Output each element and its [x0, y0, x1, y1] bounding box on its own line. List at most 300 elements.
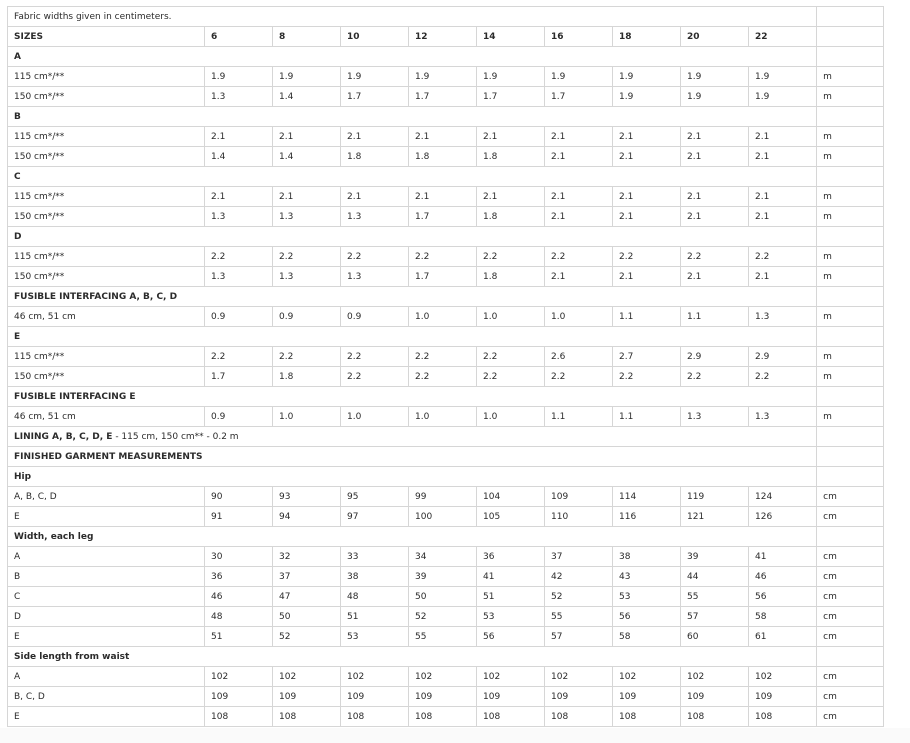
row-label: 115 cm*/**: [8, 347, 205, 367]
section-header-row: [8, 167, 884, 187]
value-cell: 109: [681, 687, 749, 707]
table-row: [8, 547, 884, 567]
table-row: [8, 247, 884, 267]
value-cell: 43: [613, 567, 681, 587]
value-cell: 1.9: [681, 67, 749, 87]
unit-cell: m: [817, 67, 884, 87]
section-header: FINISHED GARMENT MEASUREMENTS: [8, 447, 817, 467]
section-unit-cell: [817, 387, 884, 407]
sizes-label: SIZES: [8, 27, 205, 47]
size-header-cell: 10: [341, 27, 409, 47]
fabric-widths-note: Fabric widths given in centimeters.: [8, 7, 817, 27]
table-row: [8, 707, 884, 727]
row-label: 150 cm*/**: [8, 87, 205, 107]
value-cell: 2.2: [477, 347, 545, 367]
size-header-cell: 16: [545, 27, 613, 47]
table-row: [8, 487, 884, 507]
value-cell: 2.1: [205, 127, 273, 147]
section-header-row: [8, 467, 884, 487]
size-header-cell: 12: [409, 27, 477, 47]
section-header: FUSIBLE INTERFACING A, B, C, D: [8, 287, 817, 307]
value-cell: 61: [749, 627, 817, 647]
value-cell: 1.3: [749, 407, 817, 427]
value-cell: 109: [205, 687, 273, 707]
unit-cell: cm: [817, 547, 884, 567]
value-cell: 2.1: [681, 147, 749, 167]
value-cell: 50: [273, 607, 341, 627]
value-cell: 2.2: [205, 347, 273, 367]
value-cell: 1.7: [545, 87, 613, 107]
value-cell: 37: [273, 567, 341, 587]
value-cell: 2.2: [545, 367, 613, 387]
value-cell: 1.0: [545, 307, 613, 327]
value-cell: 2.2: [477, 367, 545, 387]
value-cell: 2.2: [681, 367, 749, 387]
row-label: 46 cm, 51 cm: [8, 407, 205, 427]
size-header-cell: 20: [681, 27, 749, 47]
value-cell: 2.1: [613, 187, 681, 207]
value-cell: 57: [681, 607, 749, 627]
value-cell: 1.9: [205, 67, 273, 87]
section-unit-cell: [817, 327, 884, 347]
value-cell: 2.1: [545, 147, 613, 167]
value-cell: 57: [545, 627, 613, 647]
value-cell: 46: [205, 587, 273, 607]
table-row: [8, 127, 884, 147]
value-cell: 2.1: [273, 187, 341, 207]
value-cell: 102: [341, 667, 409, 687]
value-cell: 2.7: [613, 347, 681, 367]
size-header-cell: 14: [477, 27, 545, 47]
section-unit-cell: [817, 527, 884, 547]
value-cell: 2.2: [749, 247, 817, 267]
value-cell: 0.9: [341, 307, 409, 327]
value-cell: 48: [341, 587, 409, 607]
section-header-row: [8, 287, 884, 307]
value-cell: 105: [477, 507, 545, 527]
value-cell: 46: [749, 567, 817, 587]
section-header: E: [8, 327, 817, 347]
value-cell: 102: [681, 667, 749, 687]
value-cell: 36: [477, 547, 545, 567]
unit-cell: m: [817, 187, 884, 207]
value-cell: 1.9: [273, 67, 341, 87]
value-cell: 2.9: [749, 347, 817, 367]
value-cell: 2.1: [273, 127, 341, 147]
value-cell: 0.9: [273, 307, 341, 327]
value-cell: 110: [545, 507, 613, 527]
value-cell: 102: [749, 667, 817, 687]
lining-row: [8, 427, 884, 447]
unit-cell: cm: [817, 667, 884, 687]
lining-detail: - 115 cm, 150 cm** - 0.2 m: [112, 431, 239, 442]
value-cell: 108: [409, 707, 477, 727]
value-cell: 2.9: [681, 347, 749, 367]
value-cell: 121: [681, 507, 749, 527]
value-cell: 2.2: [341, 367, 409, 387]
value-cell: 2.1: [341, 127, 409, 147]
table-row: [8, 207, 884, 227]
section-header: B: [8, 107, 817, 127]
value-cell: 108: [681, 707, 749, 727]
value-cell: 34: [409, 547, 477, 567]
value-cell: 2.1: [409, 127, 477, 147]
value-cell: 2.1: [409, 187, 477, 207]
row-label: A: [8, 667, 205, 687]
row-label: 46 cm, 51 cm: [8, 307, 205, 327]
value-cell: 93: [273, 487, 341, 507]
value-cell: 2.2: [273, 247, 341, 267]
value-cell: 1.0: [409, 407, 477, 427]
unit-cell: cm: [817, 607, 884, 627]
value-cell: 1.4: [273, 147, 341, 167]
section-header-row: [8, 327, 884, 347]
value-cell: 2.2: [341, 247, 409, 267]
unit-cell: m: [817, 247, 884, 267]
value-cell: 2.1: [613, 147, 681, 167]
value-cell: 47: [273, 587, 341, 607]
unit-cell: m: [817, 147, 884, 167]
section-header: D: [8, 227, 817, 247]
value-cell: 108: [273, 707, 341, 727]
value-cell: 1.8: [341, 147, 409, 167]
value-cell: 2.1: [341, 187, 409, 207]
value-cell: 2.1: [545, 267, 613, 287]
value-cell: 1.4: [273, 87, 341, 107]
value-cell: 1.8: [409, 147, 477, 167]
value-cell: 38: [341, 567, 409, 587]
value-cell: 97: [341, 507, 409, 527]
value-cell: 2.2: [409, 347, 477, 367]
value-cell: 2.1: [749, 127, 817, 147]
lining-label: LINING A, B, C, D, E: [14, 431, 113, 442]
section-header-row: [8, 647, 884, 667]
value-cell: 2.1: [749, 147, 817, 167]
value-cell: 51: [341, 607, 409, 627]
table-row: [8, 187, 884, 207]
section-unit-cell: [817, 287, 884, 307]
unit-cell: m: [817, 307, 884, 327]
value-cell: 2.1: [681, 207, 749, 227]
value-cell: 32: [273, 547, 341, 567]
value-cell: 42: [545, 567, 613, 587]
value-cell: 2.2: [205, 247, 273, 267]
value-cell: 2.1: [749, 207, 817, 227]
value-cell: 1.3: [205, 207, 273, 227]
section-unit-cell: [817, 107, 884, 127]
value-cell: 2.2: [477, 247, 545, 267]
value-cell: 0.9: [205, 407, 273, 427]
section-unit-cell: [817, 447, 884, 467]
section-unit-cell: [817, 227, 884, 247]
table-row: [8, 87, 884, 107]
row-label: E: [8, 507, 205, 527]
value-cell: 1.9: [749, 87, 817, 107]
table-row: [8, 367, 884, 387]
value-cell: 109: [273, 687, 341, 707]
section-header: FUSIBLE INTERFACING E: [8, 387, 817, 407]
unit-cell: m: [817, 407, 884, 427]
value-cell: 108: [205, 707, 273, 727]
value-cell: 58: [613, 627, 681, 647]
row-label: 115 cm*/**: [8, 247, 205, 267]
table-row: [8, 687, 884, 707]
value-cell: 108: [613, 707, 681, 727]
value-cell: 1.4: [205, 147, 273, 167]
value-cell: 51: [205, 627, 273, 647]
row-label: D: [8, 607, 205, 627]
value-cell: 102: [613, 667, 681, 687]
value-cell: 91: [205, 507, 273, 527]
unit-cell: m: [817, 87, 884, 107]
lining-unit-cell: [817, 427, 884, 447]
value-cell: 56: [749, 587, 817, 607]
unit-cell: m: [817, 267, 884, 287]
section-header-row: [8, 527, 884, 547]
value-cell: 2.2: [613, 247, 681, 267]
value-cell: 53: [613, 587, 681, 607]
unit-cell: cm: [817, 687, 884, 707]
value-cell: 108: [341, 707, 409, 727]
value-cell: 2.1: [545, 187, 613, 207]
value-cell: 1.1: [681, 307, 749, 327]
section-header-row: [8, 387, 884, 407]
section-header: A: [8, 47, 817, 67]
row-label: E: [8, 627, 205, 647]
value-cell: 52: [545, 587, 613, 607]
size-header-cell: 22: [749, 27, 817, 47]
value-cell: 50: [409, 587, 477, 607]
section-unit-cell: [817, 467, 884, 487]
table-row: [8, 667, 884, 687]
value-cell: 109: [409, 687, 477, 707]
section-header: Side length from waist: [8, 647, 817, 667]
value-cell: 1.7: [205, 367, 273, 387]
value-cell: 2.1: [613, 267, 681, 287]
value-cell: 109: [749, 687, 817, 707]
value-cell: 102: [545, 667, 613, 687]
value-cell: 1.1: [613, 307, 681, 327]
value-cell: 2.2: [545, 247, 613, 267]
row-label: 115 cm*/**: [8, 127, 205, 147]
value-cell: 1.1: [545, 407, 613, 427]
value-cell: 2.1: [545, 127, 613, 147]
unit-cell: m: [817, 367, 884, 387]
value-cell: 1.9: [409, 67, 477, 87]
value-cell: 99: [409, 487, 477, 507]
value-cell: 37: [545, 547, 613, 567]
row-label: C: [8, 587, 205, 607]
value-cell: 108: [749, 707, 817, 727]
value-cell: 1.3: [205, 87, 273, 107]
value-cell: 109: [341, 687, 409, 707]
value-cell: 1.0: [273, 407, 341, 427]
value-cell: 1.7: [409, 87, 477, 107]
value-cell: 56: [477, 627, 545, 647]
value-cell: 102: [205, 667, 273, 687]
note-row: [8, 7, 884, 27]
section-header: Hip: [8, 467, 817, 487]
value-cell: 108: [545, 707, 613, 727]
unit-cell: cm: [817, 707, 884, 727]
value-cell: 1.7: [341, 87, 409, 107]
value-cell: 2.6: [545, 347, 613, 367]
value-cell: 116: [613, 507, 681, 527]
value-cell: 2.1: [681, 187, 749, 207]
value-cell: 55: [545, 607, 613, 627]
value-cell: 1.9: [613, 87, 681, 107]
value-cell: 53: [341, 627, 409, 647]
value-cell: 60: [681, 627, 749, 647]
sizes-header-row: [8, 27, 884, 47]
table-row: [8, 147, 884, 167]
unit-cell: m: [817, 347, 884, 367]
value-cell: 1.9: [341, 67, 409, 87]
section-unit-cell: [817, 47, 884, 67]
table-row: [8, 607, 884, 627]
table-row: [8, 407, 884, 427]
value-cell: 1.3: [681, 407, 749, 427]
unit-cell: m: [817, 127, 884, 147]
value-cell: 114: [613, 487, 681, 507]
value-cell: 1.0: [477, 307, 545, 327]
table-row: [8, 627, 884, 647]
table-row: [8, 67, 884, 87]
section-unit-cell: [817, 167, 884, 187]
table-row: [8, 307, 884, 327]
value-cell: 1.7: [477, 87, 545, 107]
value-cell: 1.3: [341, 207, 409, 227]
row-label: 115 cm*/**: [8, 67, 205, 87]
row-label: 150 cm*/**: [8, 147, 205, 167]
value-cell: 94: [273, 507, 341, 527]
value-cell: 33: [341, 547, 409, 567]
section-header-row: [8, 107, 884, 127]
value-cell: 1.9: [545, 67, 613, 87]
value-cell: 52: [409, 607, 477, 627]
value-cell: 1.7: [409, 267, 477, 287]
unit-cell: m: [817, 207, 884, 227]
value-cell: 2.2: [681, 247, 749, 267]
value-cell: 109: [613, 687, 681, 707]
size-header-cell: 8: [273, 27, 341, 47]
value-cell: 2.1: [749, 267, 817, 287]
value-cell: 55: [681, 587, 749, 607]
value-cell: 2.1: [545, 207, 613, 227]
value-cell: 1.0: [341, 407, 409, 427]
value-cell: 2.2: [409, 367, 477, 387]
value-cell: 95: [341, 487, 409, 507]
value-cell: 1.8: [477, 147, 545, 167]
value-cell: 48: [205, 607, 273, 627]
table-row: [8, 567, 884, 587]
value-cell: 104: [477, 487, 545, 507]
value-cell: 102: [409, 667, 477, 687]
row-label: B: [8, 567, 205, 587]
value-cell: 0.9: [205, 307, 273, 327]
value-cell: 39: [409, 567, 477, 587]
value-cell: 100: [409, 507, 477, 527]
value-cell: 1.3: [341, 267, 409, 287]
fabric-requirements-table: [7, 6, 884, 727]
page-bottom-margin: [0, 728, 910, 743]
value-cell: 102: [273, 667, 341, 687]
section-header: Width, each leg: [8, 527, 817, 547]
section-header-row: [8, 227, 884, 247]
value-cell: 1.7: [409, 207, 477, 227]
value-cell: 1.8: [477, 267, 545, 287]
value-cell: 1.8: [477, 207, 545, 227]
value-cell: 2.1: [749, 187, 817, 207]
value-cell: 2.1: [477, 187, 545, 207]
unit-cell: cm: [817, 627, 884, 647]
value-cell: 1.9: [749, 67, 817, 87]
value-cell: 1.9: [477, 67, 545, 87]
value-cell: 44: [681, 567, 749, 587]
unit-cell: cm: [817, 507, 884, 527]
value-cell: 52: [273, 627, 341, 647]
table-row: [8, 587, 884, 607]
value-cell: 1.9: [681, 87, 749, 107]
table-row: [8, 347, 884, 367]
value-cell: 109: [545, 687, 613, 707]
unit-cell: cm: [817, 487, 884, 507]
value-cell: 38: [613, 547, 681, 567]
value-cell: 1.8: [273, 367, 341, 387]
value-cell: 56: [613, 607, 681, 627]
value-cell: 30: [205, 547, 273, 567]
table-row: [8, 267, 884, 287]
value-cell: 1.0: [477, 407, 545, 427]
value-cell: 2.1: [613, 207, 681, 227]
value-cell: 2.1: [205, 187, 273, 207]
value-cell: 2.1: [613, 127, 681, 147]
value-cell: 41: [477, 567, 545, 587]
value-cell: 1.3: [749, 307, 817, 327]
value-cell: 1.3: [273, 267, 341, 287]
unit-cell: cm: [817, 567, 884, 587]
section-unit-cell: [817, 647, 884, 667]
value-cell: 36: [205, 567, 273, 587]
value-cell: 1.3: [273, 207, 341, 227]
lining-cell: [8, 427, 817, 447]
value-cell: 41: [749, 547, 817, 567]
row-label: 150 cm*/**: [8, 367, 205, 387]
value-cell: 55: [409, 627, 477, 647]
value-cell: 2.2: [273, 347, 341, 367]
row-label: A: [8, 547, 205, 567]
value-cell: 51: [477, 587, 545, 607]
value-cell: 58: [749, 607, 817, 627]
value-cell: 2.1: [681, 267, 749, 287]
value-cell: 1.0: [409, 307, 477, 327]
value-cell: 109: [477, 687, 545, 707]
value-cell: 109: [545, 487, 613, 507]
value-cell: 108: [477, 707, 545, 727]
section-header-row: [8, 447, 884, 467]
section-header: C: [8, 167, 817, 187]
value-cell: 1.1: [613, 407, 681, 427]
size-header-cell: 6: [205, 27, 273, 47]
row-label: 115 cm*/**: [8, 187, 205, 207]
value-cell: 102: [477, 667, 545, 687]
sizes-unit-cell: [817, 27, 884, 47]
row-label: 150 cm*/**: [8, 207, 205, 227]
value-cell: 119: [681, 487, 749, 507]
row-label: E: [8, 707, 205, 727]
value-cell: 2.1: [681, 127, 749, 147]
unit-cell: cm: [817, 587, 884, 607]
